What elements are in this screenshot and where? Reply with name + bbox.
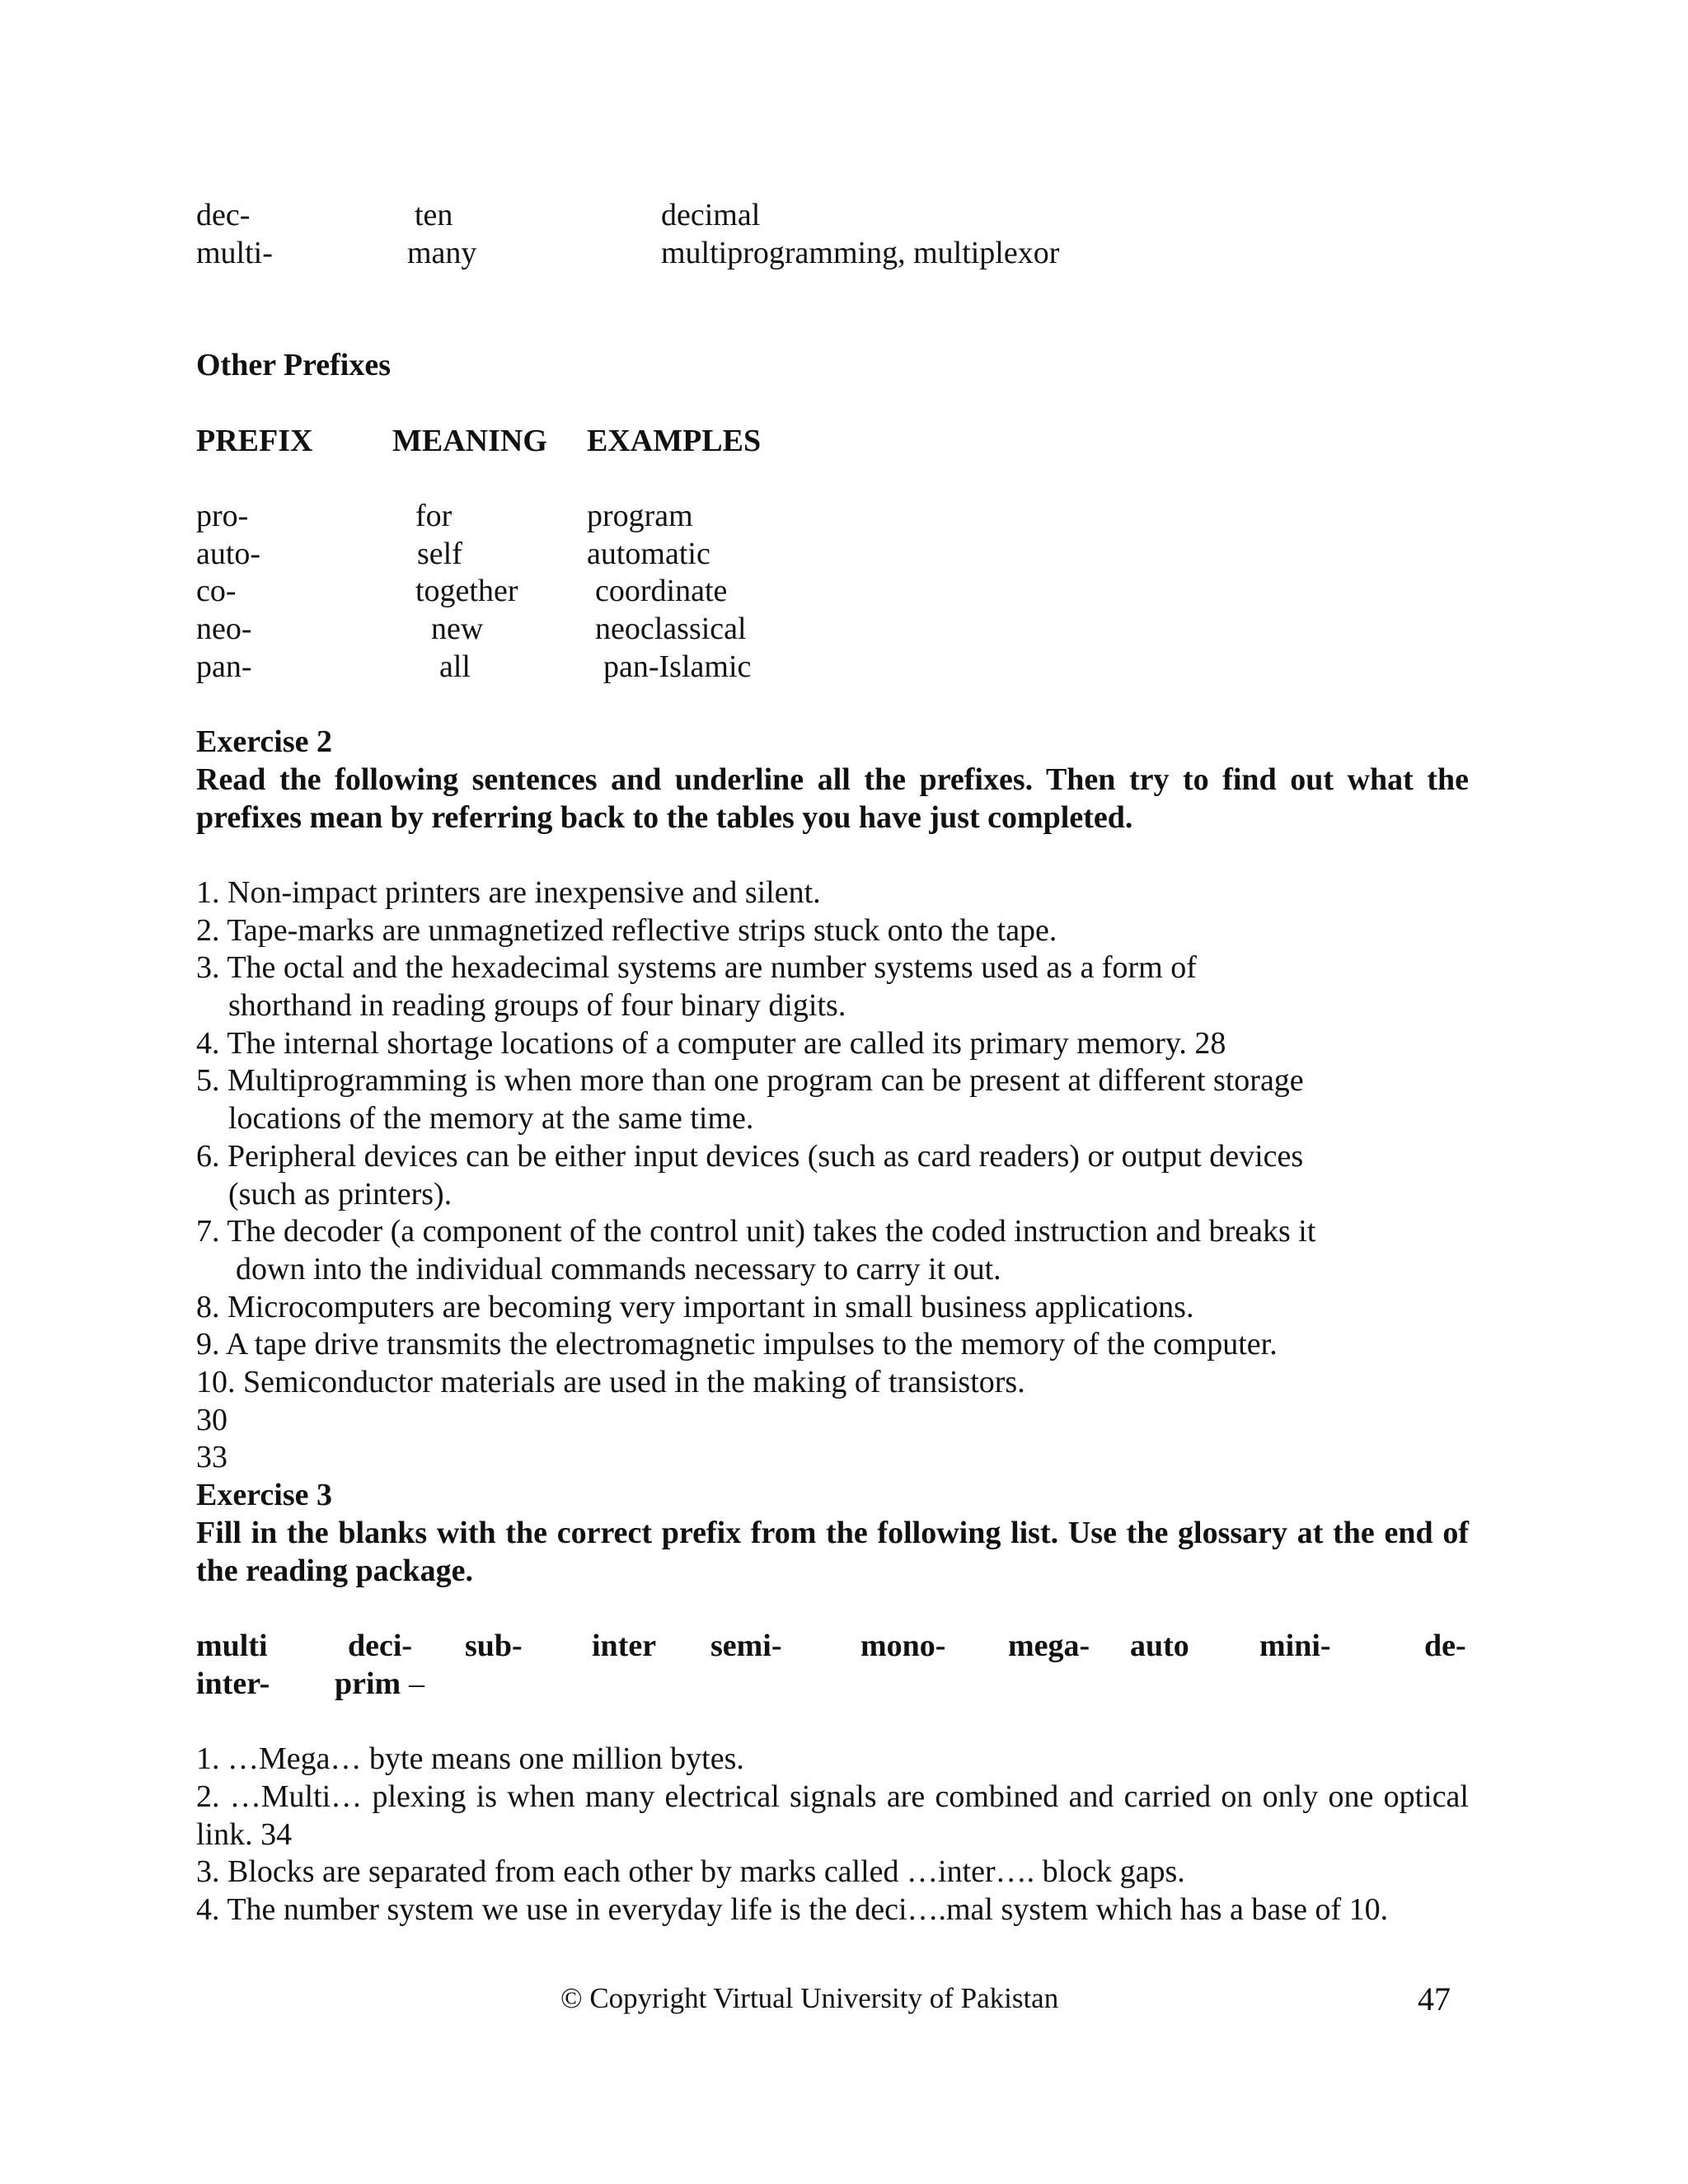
list-item-continuation: locations of the memory at the same time. xyxy=(228,1101,754,1136)
list-item: 4. The number system we use in everyday life is the deci….mal system which has a base of 10. xyxy=(196,1892,1389,1927)
word-list-item: mini- xyxy=(1259,1629,1331,1663)
column-header-meaning: MEANING xyxy=(392,424,547,458)
list-item: 6. Peripheral devices can be either input devices (such as card readers) or output devices xyxy=(196,1139,1304,1174)
word-list-item: mega- xyxy=(1008,1629,1090,1663)
exercise-title: Exercise 2 xyxy=(196,724,332,759)
prefix-cell: multi- xyxy=(196,236,273,270)
meaning-cell: together xyxy=(415,574,518,608)
list-item-continuation: shorthand in reading groups of four binary digits. xyxy=(228,988,846,1023)
word-list-item: inter- xyxy=(196,1666,270,1701)
list-item: 4. The internal shortage locations of a computer are called its primary memory. 28 xyxy=(196,1026,1226,1061)
prefix-cell: pan- xyxy=(196,649,252,684)
column-header-prefix: PREFIX xyxy=(196,424,313,458)
examples-cell: multiprogramming, multiplexor xyxy=(661,236,1060,270)
column-header-examples: EXAMPLES xyxy=(587,424,762,458)
list-item: 2. …Multi… plexing is when many electrical signals are combined and carried on only one optical link. 34 xyxy=(196,1779,1469,1852)
examples-cell: program xyxy=(587,499,693,533)
exercise-instruction: Fill in the blanks with the correct prefix from the following list. Use the glossary at the end of the reading package. xyxy=(196,1516,1469,1588)
list-item-continuation: (such as printers). xyxy=(228,1177,452,1212)
examples-cell: pan-Islamic xyxy=(603,649,752,684)
exercise-title: Exercise 3 xyxy=(196,1478,332,1512)
word-list-item: deci- xyxy=(348,1629,413,1663)
word-list-item: prim xyxy=(335,1666,401,1701)
word-list-item: auto xyxy=(1130,1629,1189,1663)
list-item: 9. A tape drive transmits the electromagnetic impulses to the memory of the computer. xyxy=(196,1327,1278,1361)
page-number: 47 xyxy=(1418,1980,1451,2018)
list-item: 3. Blocks are separated from each other by marks called …inter…. block gaps. xyxy=(196,1854,1185,1889)
prefix-cell: neo- xyxy=(196,612,252,646)
list-item: 7. The decoder (a component of the control unit) takes the coded instruction and breaks it xyxy=(196,1214,1316,1249)
word-list-item: semi- xyxy=(710,1629,782,1663)
list-item: 10. Semiconductor materials are used in the making of transistors. xyxy=(196,1365,1025,1399)
word-list-item: multi xyxy=(196,1629,268,1663)
list-item: 5. Multiprogramming is when more than one program can be present at different storage xyxy=(196,1063,1304,1098)
list-item-continuation: down into the individual commands necessary to carry it out. xyxy=(236,1252,1001,1286)
stray-page-number: 33 xyxy=(196,1440,227,1474)
list-item: 2. Tape-marks are unmagnetized reflective strips stuck onto the tape. xyxy=(196,913,1057,948)
copyright-footer: © Copyright Virtual University of Pakistan xyxy=(560,1982,1059,2014)
list-item: 3. The octal and the hexadecimal systems are number systems used as a form of xyxy=(196,950,1197,985)
prefix-cell: dec- xyxy=(196,198,251,232)
list-item: 1. …Mega… byte means one million bytes. xyxy=(196,1741,744,1776)
meaning-cell: self xyxy=(417,537,462,571)
exercise-instruction: Read the following sentences and underline all the prefixes. Then try to find out what the prefixes mean by referring back to the tables you have just completed. xyxy=(196,762,1469,835)
list-item: 8. Microcomputers are becoming very important in small business applications. xyxy=(196,1290,1194,1324)
meaning-cell: ten xyxy=(415,198,453,232)
meaning-cell: all xyxy=(439,649,471,684)
section-heading: Other Prefixes xyxy=(196,348,392,382)
examples-cell: coordinate xyxy=(595,574,728,608)
word-list-dash: – xyxy=(409,1666,424,1701)
word-list-item: sub- xyxy=(465,1629,523,1663)
meaning-cell: for xyxy=(415,499,452,533)
meaning-cell: many xyxy=(407,236,477,270)
list-item: 1. Non-impact printers are inexpensive and silent. xyxy=(196,875,821,910)
word-list-item: mono- xyxy=(860,1629,946,1663)
word-list-item: de- xyxy=(1424,1629,1466,1663)
word-list-item: inter xyxy=(592,1629,657,1663)
prefix-cell: co- xyxy=(196,574,237,608)
prefix-cell: auto- xyxy=(196,537,261,571)
examples-cell: decimal xyxy=(661,198,761,232)
prefix-cell: pro- xyxy=(196,499,249,533)
examples-cell: neoclassical xyxy=(595,612,747,646)
meaning-cell: new xyxy=(431,612,484,646)
examples-cell: automatic xyxy=(587,537,710,571)
stray-page-number: 30 xyxy=(196,1403,227,1437)
